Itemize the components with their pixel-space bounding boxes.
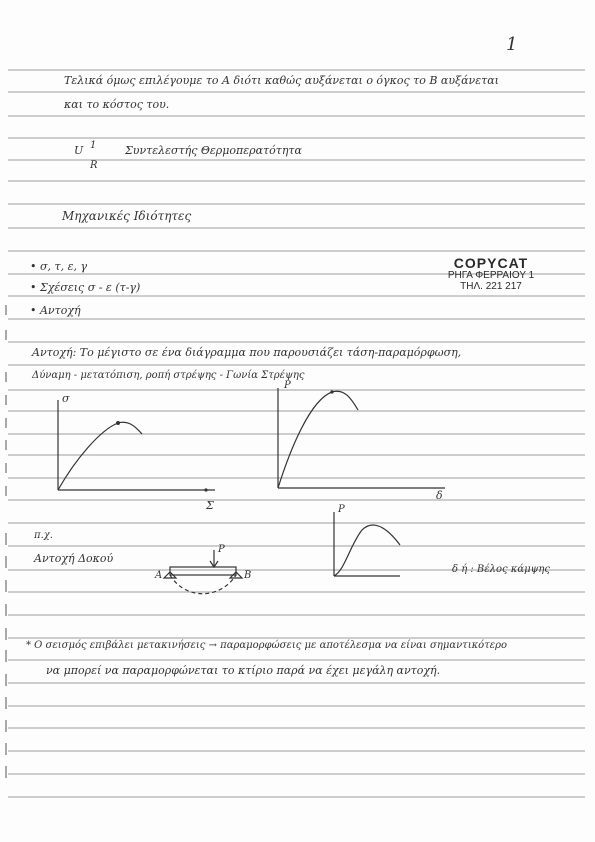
text-line-4: • σ, τ, ε, γ <box>30 260 88 273</box>
beam-deflection-note: δ ή : Βέλος κάμψης <box>452 564 551 575</box>
beam-deflection <box>170 575 236 594</box>
text-line-2: και το κόστος του. <box>64 98 170 111</box>
text-line-1: Τελικά όμως επιλέγουμε το Α διότι καθώς αυξάνεται ο όγκος το Β αυξάνεται <box>64 74 499 87</box>
formula-denominator: R <box>90 160 98 171</box>
graph1-y-label: σ <box>62 392 70 405</box>
graph1-x-label: Σ <box>206 499 214 512</box>
text-line-3: Συντελεστής Θερμοπερατότητα <box>125 144 302 157</box>
text-line-6: • Αντοχή <box>30 304 81 317</box>
beam-body <box>170 567 236 575</box>
graph2-curve <box>278 391 358 488</box>
example-label: π.χ. <box>34 530 53 541</box>
graph3-y-label: P <box>338 504 345 515</box>
beam-left-label: A <box>155 570 163 581</box>
beam-load-label: P <box>218 544 225 555</box>
section-heading: Μηχανικές Ιδιότητες <box>62 209 192 223</box>
text-line-5: • Σχέσεις σ - ε (τ-γ) <box>30 281 141 294</box>
graph2-x-label: δ <box>436 489 443 502</box>
stamp-phone: ΤΗΛ. 221 217 <box>460 281 522 292</box>
text-line-9: * Ο σεισμός επιβάλει μετακινήσεις → παραμορφώσεις με αποτέλεσμα να είναι σημαντικότερο <box>26 640 508 651</box>
stamp-street: ΡΗΓΑ ΦΕΡΡΑΙΟΥ 1 <box>447 270 535 281</box>
text-line-10: να μπορεί να παραμορφώνεται το κτίριο παρά να έχει μεγάλη αντοχή. <box>46 664 441 677</box>
text-line-7: Αντοχή: Το μέγιστο σε ένα διάγραμμα που παρουσιάζει τάση-παραμόρφωση, <box>32 346 462 359</box>
graph1-curve <box>58 422 142 490</box>
formula-symbol: U <box>74 144 84 157</box>
beam-right-label: B <box>244 570 252 581</box>
stamp-name: COPYCAT <box>453 255 529 271</box>
text-line-8: Δύναμη - μετατόπιση, ροπή στρέψης - Γωνία Στρέψης <box>32 370 305 381</box>
graph3-curve <box>334 525 400 576</box>
beam-title: Αντοχή Δοκού <box>34 552 114 565</box>
page-number: 1 <box>506 34 518 55</box>
graph2-y-label: P <box>284 380 291 391</box>
formula-numerator: 1 <box>90 140 97 151</box>
